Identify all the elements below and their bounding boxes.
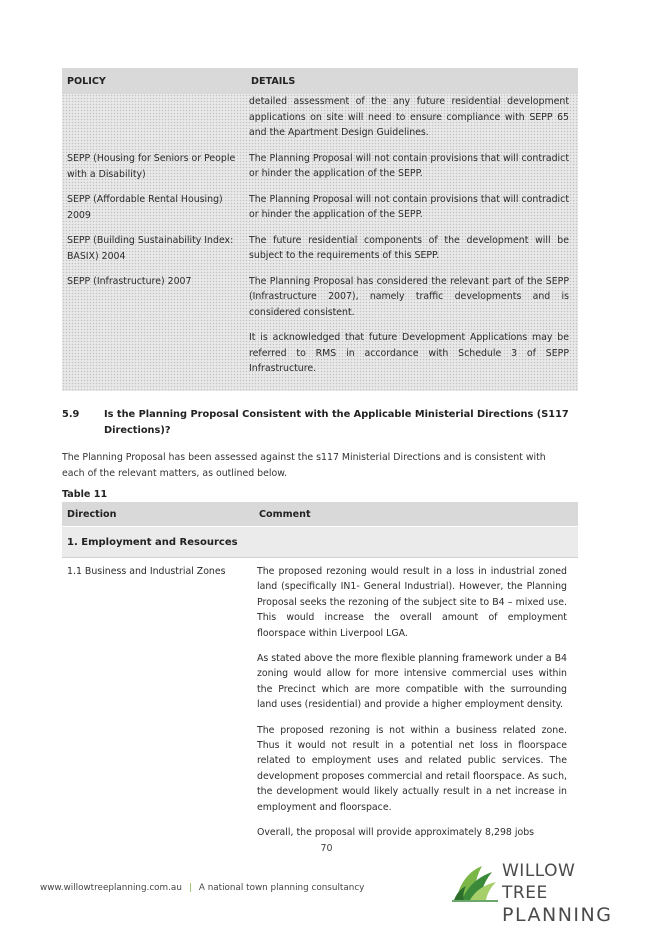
section-title: Is the Planning Proposal Consistent with the Applicable Ministerial Directions (S117 Directions)? bbox=[104, 409, 569, 436]
details-paragraph: The Planning Proposal will not contain provisions that will contradict or hinder the application of the SEPP. bbox=[249, 152, 569, 179]
policy-cell: SEPP (Affordable Rental Housing) 2009 bbox=[67, 193, 223, 221]
footer-website-link[interactable]: www.willowtreeplanning.com.au bbox=[40, 883, 182, 893]
policy-cell: SEPP (Housing for Seniors or People with a Disability) bbox=[67, 152, 236, 180]
page-number: 70 bbox=[320, 843, 333, 854]
comment-paragraph: The proposed rezoning is not within a business related zone. Thus it would not result in a potential net loss in floorspace related to employment uses and related public services. The development proposes commercial and retail floorspace. As such, the development would likely actually result in a net increase in employment and floorspace. bbox=[257, 724, 567, 813]
details-cell bbox=[244, 94, 569, 151]
directions-table bbox=[62, 502, 578, 851]
logo-line2: PLANNING bbox=[502, 904, 613, 926]
details-cell bbox=[244, 274, 569, 387]
direction-column-header: Direction bbox=[67, 508, 117, 520]
group-heading: 1. Employment and Resources bbox=[62, 526, 578, 558]
footer bbox=[40, 883, 364, 893]
policy-column-header: POLICY bbox=[67, 75, 106, 87]
details-cell bbox=[244, 151, 569, 192]
direction-cell: 1.1 Business and Industrial Zones bbox=[67, 566, 226, 577]
section-intro: The Planning Proposal has been assessed against the s117 Ministerial Directions and is consistent with each of the relevant matters, as outlined below. bbox=[62, 452, 546, 479]
details-paragraph: It is acknowledged that future Development Applications may be referred to RMS in accordance with Schedule 3 of SEPP Infrastructure. bbox=[249, 332, 569, 374]
policy-cell bbox=[62, 94, 244, 151]
tree-logo-icon bbox=[452, 860, 498, 904]
policy-table bbox=[62, 68, 578, 391]
section-number: 5.9 bbox=[62, 409, 80, 420]
footer-separator: | bbox=[188, 883, 192, 893]
comment-cell bbox=[257, 564, 567, 851]
footer-tagline: A national town planning consultancy bbox=[198, 883, 365, 893]
details-paragraph: The Planning Proposal has considered the relevant part of the SEPP (Infrastructure 2007), namely traffic developments and is considered consistent. bbox=[249, 275, 569, 318]
comment-paragraph: Overall, the proposal will provide approximately 8,298 jobs bbox=[257, 827, 535, 839]
details-paragraph: The Planning Proposal will not contain provisions that will contradict or hinder the application of the SEPP. bbox=[249, 193, 569, 220]
table-row bbox=[62, 94, 578, 151]
details-cell bbox=[244, 192, 569, 233]
policy-table-header bbox=[62, 68, 578, 94]
table-row bbox=[62, 192, 578, 233]
directions-table-header bbox=[62, 502, 578, 526]
details-cell bbox=[244, 233, 569, 274]
policy-table-body bbox=[62, 94, 578, 391]
policy-cell: SEPP (Infrastructure) 2007 bbox=[67, 275, 192, 287]
table-row bbox=[62, 274, 578, 387]
details-paragraph: detailed assessment of the any future residential development applications on site will need to ensure compliance with SEPP 65 and the Apartment Design Guidelines. bbox=[249, 96, 569, 138]
logo-line1: WILLOW TREE bbox=[502, 861, 576, 903]
section-heading bbox=[62, 407, 582, 439]
company-logo bbox=[452, 858, 622, 926]
details-paragraph: The future residential components of the development will be subject to the requirements of this SEPP. bbox=[249, 234, 569, 261]
details-column-header: DETAILS bbox=[251, 75, 296, 87]
table-caption: Table 11 bbox=[62, 489, 108, 500]
table-row bbox=[62, 558, 578, 851]
table-row bbox=[62, 151, 578, 192]
comment-paragraph: The proposed rezoning would result in a loss in industrial zoned land (specifically IN1- General Industrial). However, the Planning Proposal seeks the rezoning of the subject site to B4 – mixed use. This would increase the overall amount of employment floorspace within Liverpool LGA. bbox=[257, 566, 567, 639]
table-row bbox=[62, 233, 578, 274]
policy-cell: SEPP (Building Sustainability Index: BASIX) 2004 bbox=[67, 234, 234, 262]
comment-paragraph: As stated above the more flexible planning framework under a B4 zoning would allow for more intensive commercial uses within the Precinct which are more compatible with the surrounding land uses (residential) and provide a higher employment density. bbox=[257, 653, 567, 711]
comment-column-header: Comment bbox=[259, 508, 311, 520]
